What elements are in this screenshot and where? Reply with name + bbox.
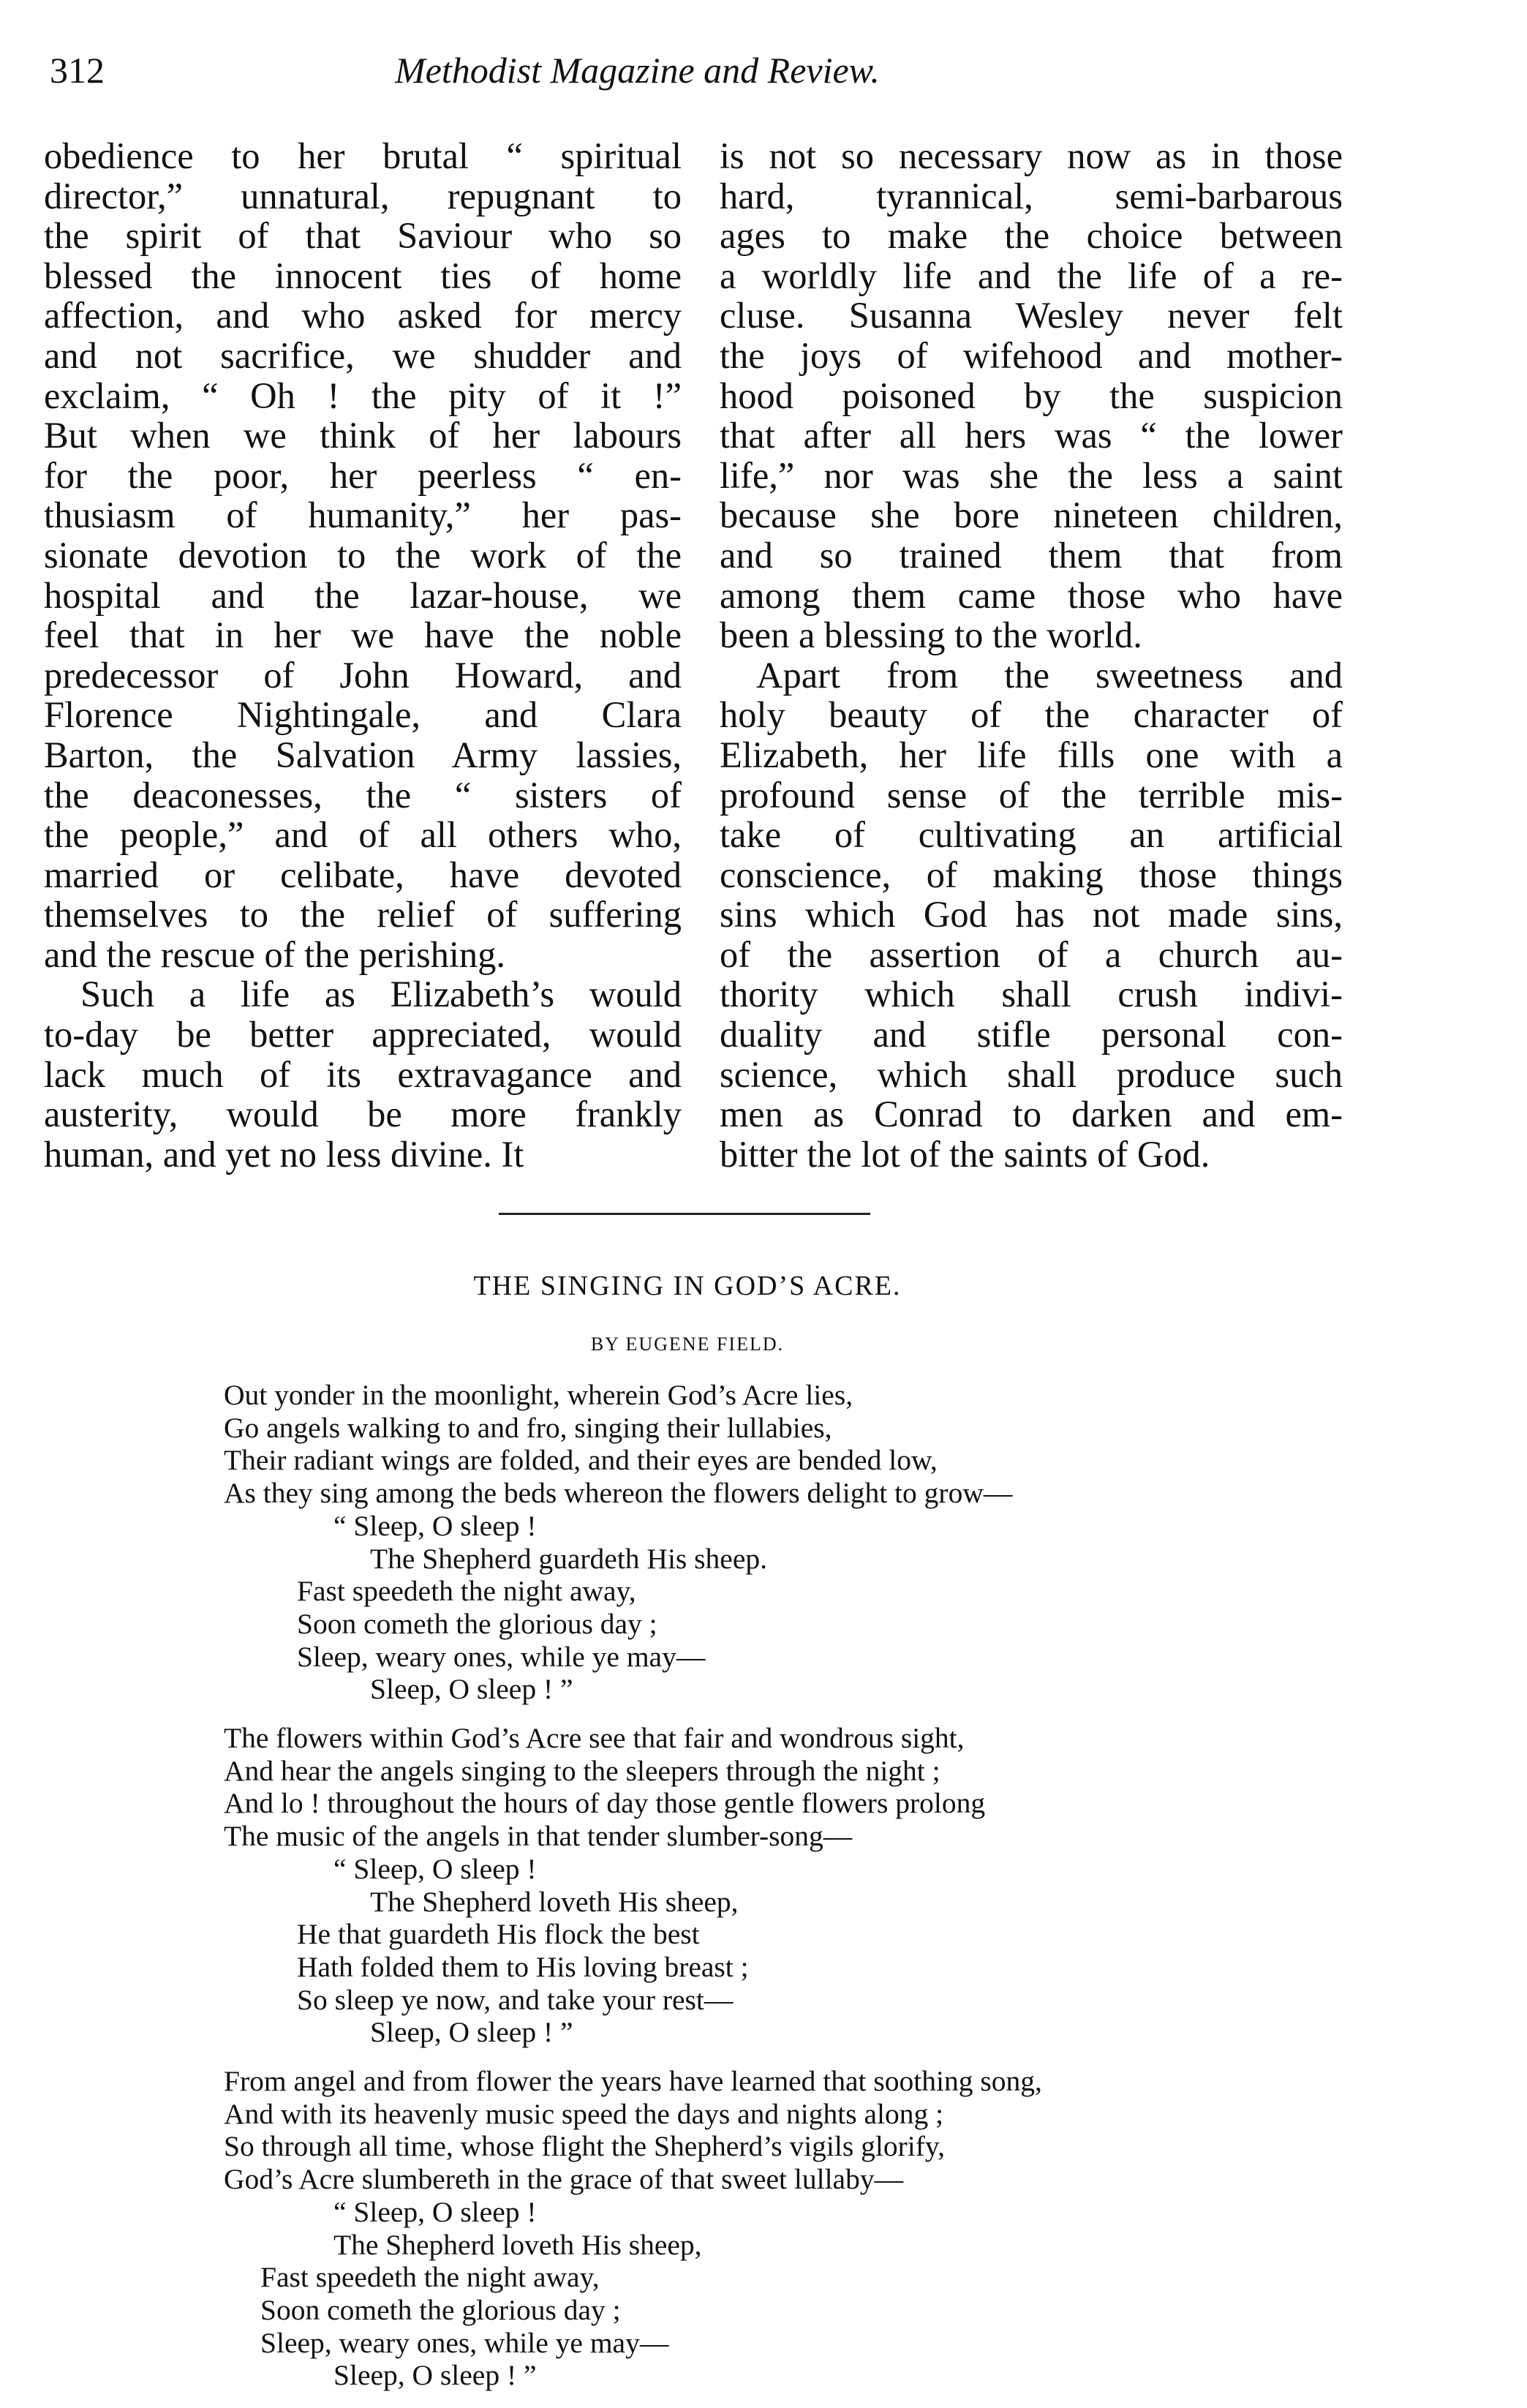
poem-line: So through all time, whose flight the Shepherd’s vigils glorify, [224, 2130, 945, 2163]
text-line: been a blessing to the world. [720, 614, 1142, 656]
running-head: Methodist Magazine and Review. [395, 50, 880, 91]
text-line: holy beauty of the character of [720, 694, 1343, 736]
text-line: affection, and who asked for mercy [44, 295, 682, 336]
poem-line: “ Sleep, O sleep ! [333, 2195, 537, 2228]
poem-line: “ Sleep, O sleep ! [333, 1852, 537, 1885]
text-line: of the assertion of a church au- [720, 933, 1343, 975]
text-line: among them came those who have [720, 574, 1343, 616]
poem-line: And lo ! throughout the hours of day those gentle flowers prolong [224, 1787, 986, 1820]
text-line: science, which shall produce such [720, 1053, 1343, 1095]
text-line: because she bore nineteen children, [720, 494, 1343, 536]
text-line: to-day be better appreciated, would [44, 1014, 682, 1056]
poem-line: From angel and from flower the years have learned that soothing song, [224, 2065, 1042, 2098]
poem-line: The Shepherd guardeth His sheep. [370, 1542, 767, 1575]
poem-line: And with its heavenly music speed the days and nights along ; [224, 2097, 944, 2130]
section-divider [499, 1213, 870, 1215]
poem-line: Sleep, weary ones, while ye may— [297, 1640, 706, 1673]
poem-stanza [224, 1379, 1042, 1706]
paragraph [720, 655, 1343, 1175]
text-line: for the poor, her peerless “ en- [44, 454, 682, 496]
poem-line: Hath folded them to His loving breast ; [297, 1950, 749, 1983]
poem-line: The music of the angels in that tender slumber-song— [224, 1820, 853, 1853]
poem-line: God’s Acre slumbereth in the grace of that sweet lullaby— [224, 2163, 904, 2196]
poem-line: Out yonder in the moonlight, wherein God’s Acre lies, [224, 1379, 853, 1411]
poem-line: Sleep, weary ones, while ye may— [260, 2326, 669, 2359]
text-line: conscience, of making those things [720, 854, 1343, 895]
poem-line: “ Sleep, O sleep ! [333, 1509, 537, 1542]
poem-line: And hear the angels singing to the sleepers through the night ; [224, 1754, 940, 1787]
text-line: blessed the innocent ties of home [44, 255, 682, 296]
poem-line: As they sing among the beds whereon the flowers delight to grow— [224, 1477, 1013, 1510]
poem-line: Go angels walking to and fro, singing their lullabies, [224, 1411, 832, 1444]
text-line: and the rescue of the perishing. [44, 933, 506, 975]
text-line: bitter the lot of the saints of God. [720, 1133, 1210, 1175]
poem-stanza [224, 2065, 1042, 2392]
text-line: cluse. Susanna Wesley never felt [720, 295, 1343, 336]
text-line: Apart from the sweetness and [756, 654, 1343, 696]
text-line: duality and stifle personal con- [720, 1014, 1343, 1056]
text-line: a worldly life and the life of a re- [720, 255, 1343, 296]
text-line: lack much of its extravagance and [44, 1053, 682, 1095]
text-line: and so trained them that from [720, 534, 1343, 576]
paragraph [720, 136, 1343, 655]
text-line: men as Conrad to darken and em- [720, 1094, 1343, 1135]
text-line: Such a life as Elizabeth’s would [80, 974, 682, 1015]
poem-line: The Shepherd loveth His sheep, [370, 1885, 739, 1918]
poem-line: He that guardeth His flock the best [297, 1918, 700, 1951]
poem-byline: BY EUGENE FIELD. [590, 1333, 785, 1355]
text-line: obedience to her brutal “ spiritual [44, 135, 682, 176]
text-line: human, and yet no less divine. It [44, 1133, 524, 1175]
text-line: austerity, would be more frankly [44, 1094, 682, 1135]
text-line: married or celibate, have devoted [44, 854, 682, 895]
text-line: profound sense of the terrible mis- [720, 774, 1343, 816]
right-column [720, 136, 1343, 1174]
text-line: that after all hers was “ the lower [720, 415, 1343, 456]
text-line: feel that in her we have the noble [44, 614, 682, 656]
left-column [44, 136, 682, 1174]
poem-line: So sleep ye now, and take your rest— [297, 1983, 734, 2016]
poem-line: Fast speedeth the night away, [260, 2261, 600, 2294]
text-line: is not so necessary now as in those [720, 135, 1343, 176]
paragraph [44, 974, 682, 1174]
text-line: sins which God has not made sins, [720, 894, 1343, 936]
poem-line: The Shepherd loveth His sheep, [333, 2228, 702, 2261]
text-line: the deaconesses, the “ sisters of [44, 774, 682, 816]
text-line: the joys of wifehood and mother- [720, 334, 1343, 376]
text-line: life,” nor was she the less a saint [720, 454, 1343, 496]
text-line: thusiasm of humanity,” her pas- [44, 494, 682, 536]
text-line: ages to make the choice between [720, 215, 1343, 257]
text-line: predecessor of John Howard, and [44, 654, 682, 696]
text-line: hospital and the lazar-house, we [44, 574, 682, 616]
poem-line: Soon cometh the glorious day ; [297, 1607, 657, 1640]
text-line: But when we think of her labours [44, 415, 682, 456]
text-line: Barton, the Salvation Army lassies, [44, 734, 682, 775]
poem-line: Fast speedeth the night away, [297, 1575, 636, 1608]
text-line: thority which shall crush indivi- [720, 974, 1343, 1015]
text-line: the people,” and of all others who, [44, 814, 682, 856]
text-line: exclaim, “ Oh ! the pity of it !” [44, 375, 682, 416]
text-line: sionate devotion to the work of the [44, 534, 682, 576]
poem-line: Sleep, O sleep ! ” [370, 1673, 573, 1706]
text-line: Florence Nightingale, and Clara [44, 694, 682, 736]
text-line: and not sacrifice, we shudder and [44, 334, 682, 376]
text-line: Elizabeth, her life fills one with a [720, 734, 1343, 775]
text-line: the spirit of that Saviour who so [44, 215, 682, 257]
text-line: take of cultivating an artificial [720, 814, 1343, 856]
text-line: director,” unnatural, repugnant to [44, 175, 682, 217]
text-line: hard, tyrannical, semi-barbarous [720, 175, 1343, 217]
poem-line: Soon cometh the glorious day ; [260, 2293, 621, 2326]
poem-line: Sleep, O sleep ! ” [333, 2359, 537, 2392]
text-line: themselves to the relief of suffering [44, 894, 682, 936]
poem-line: Their radiant wings are folded, and their eyes are bended low, [224, 1444, 938, 1477]
text-line: hood poisoned by the suspicion [720, 375, 1343, 416]
poem-line: The flowers within God’s Acre see that fair and wondrous sight, [224, 1722, 965, 1755]
poem-stanza [224, 1722, 1042, 2049]
poem-body [224, 1379, 1042, 2408]
paragraph [44, 136, 682, 974]
page-number: 312 [50, 50, 105, 91]
poem-line: Sleep, O sleep ! ” [370, 2016, 573, 2049]
poem-title: THE SINGING IN GOD’S ACRE. [473, 1271, 902, 1301]
